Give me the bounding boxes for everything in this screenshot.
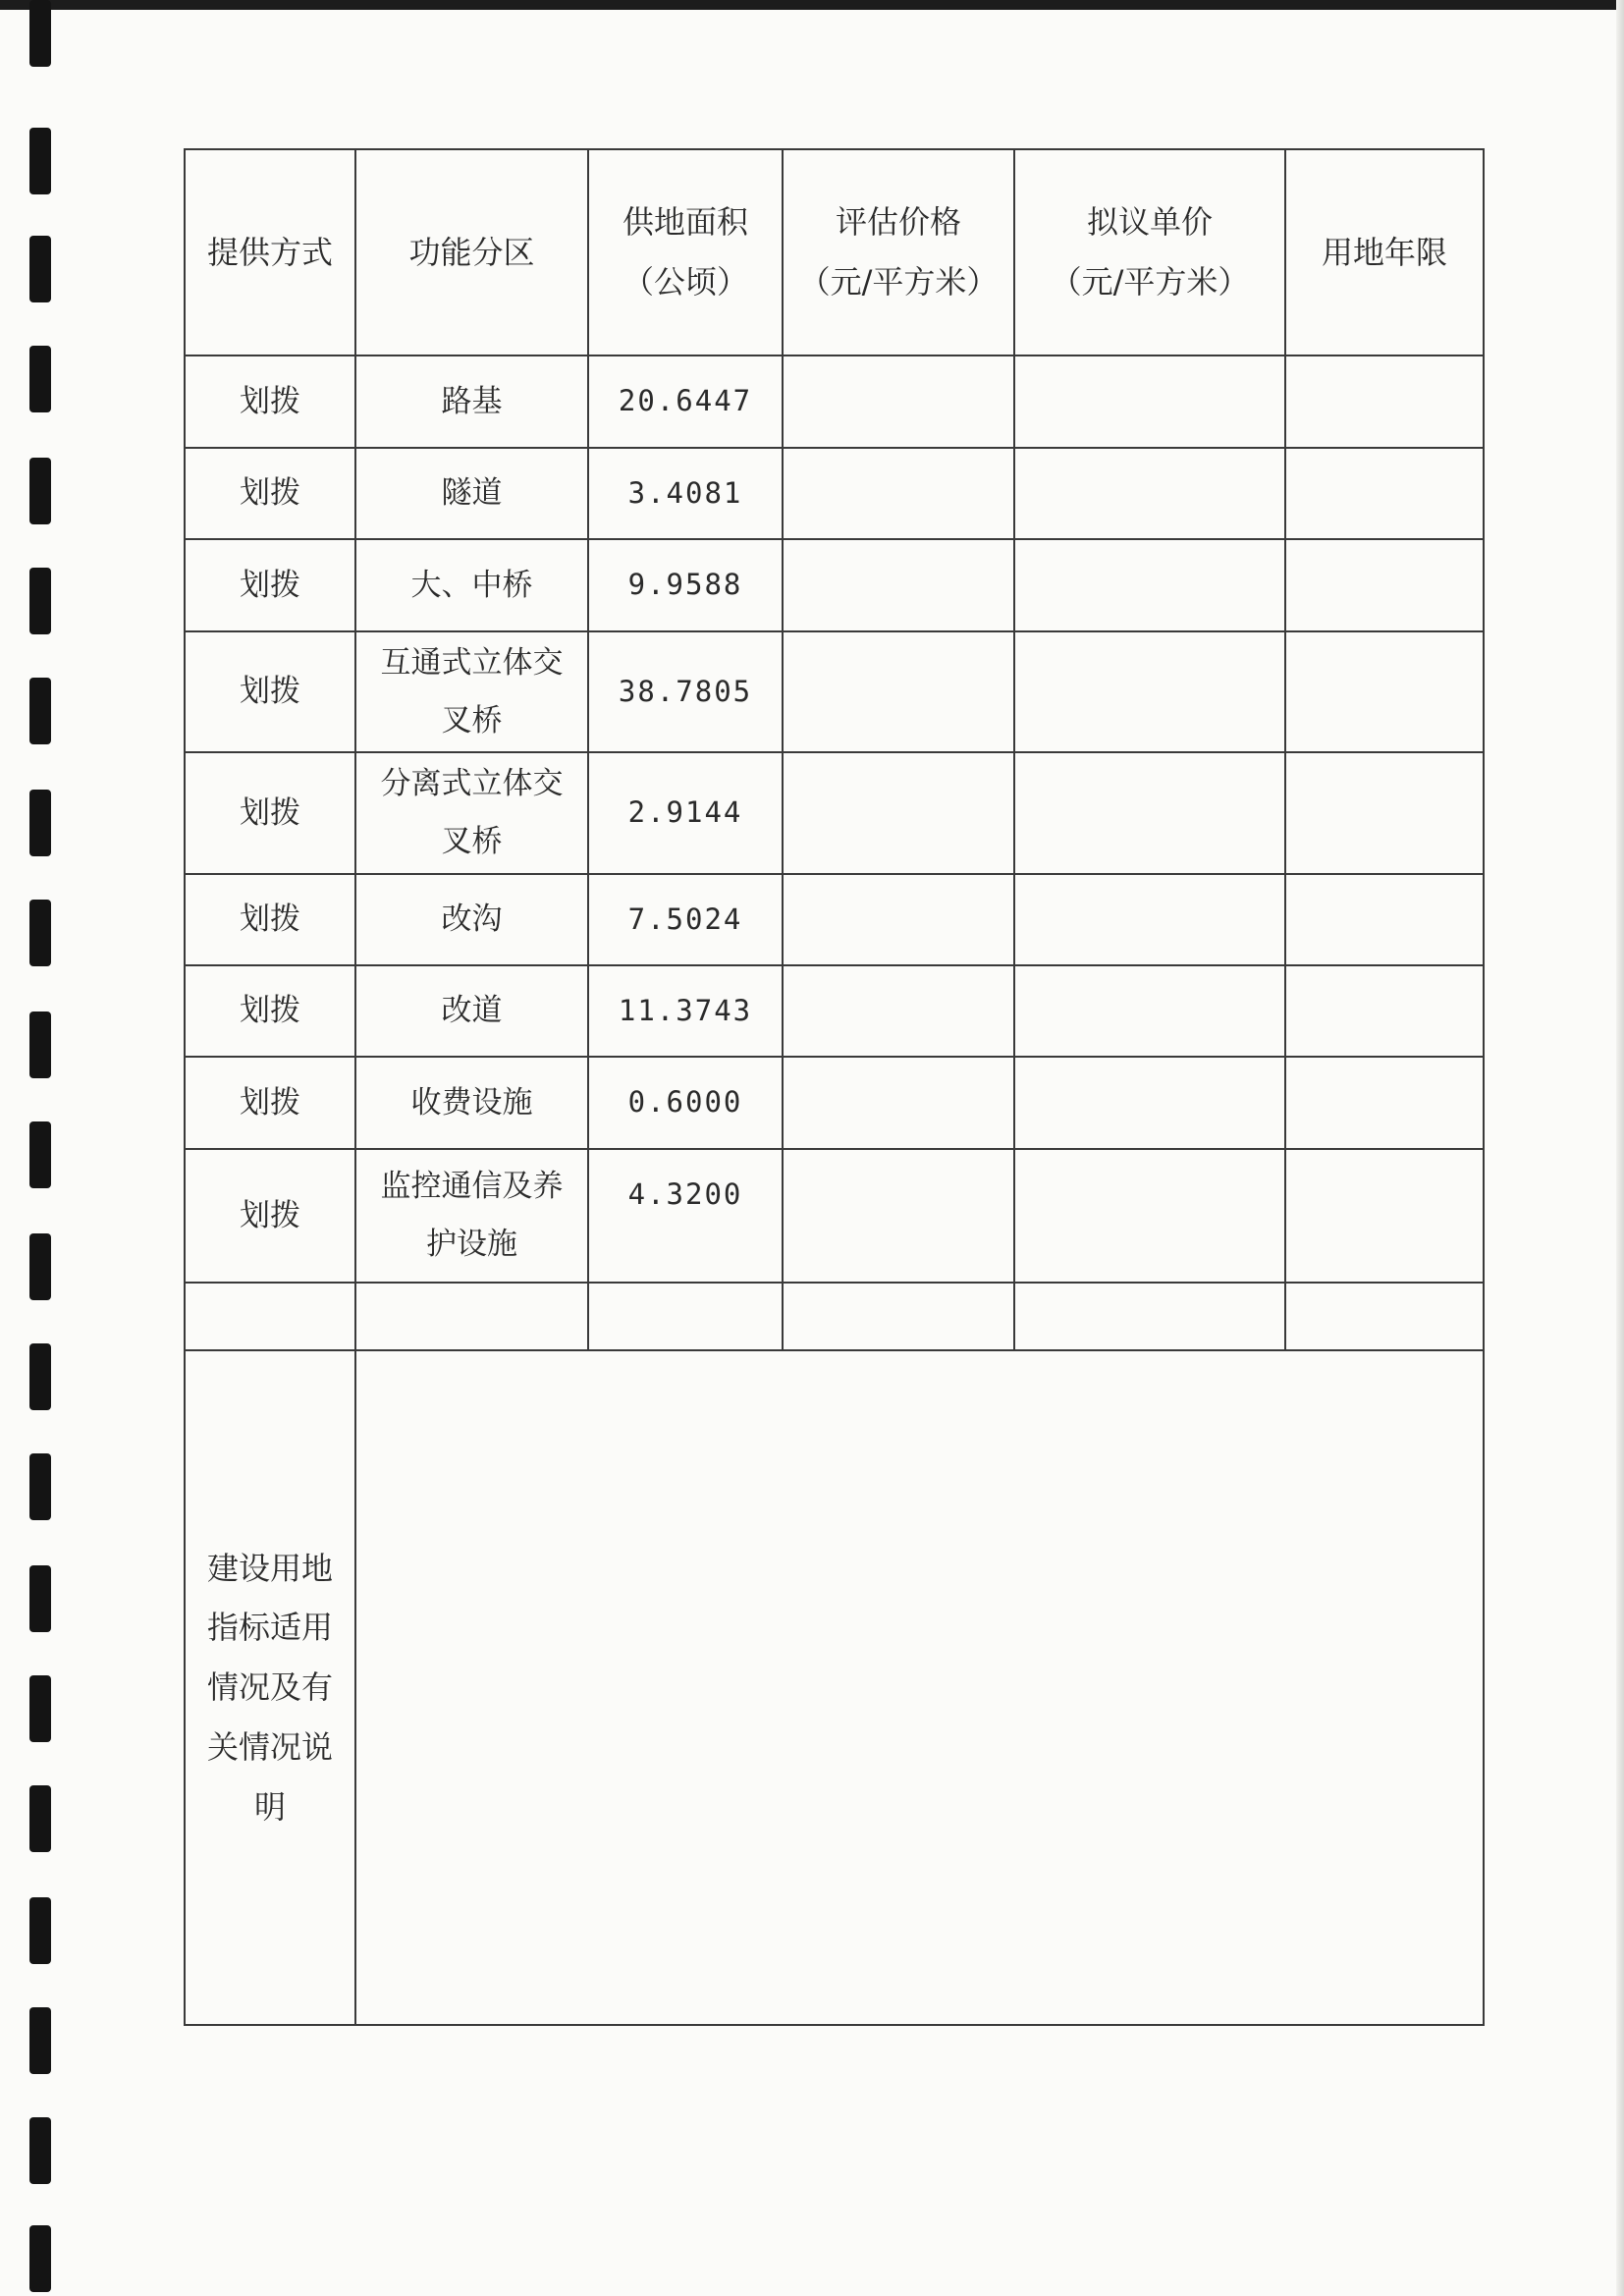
cell-land-term	[1285, 874, 1484, 965]
cell-supply-area: 38.7805	[588, 631, 783, 752]
cell-supply-area: 0.6000	[588, 1057, 783, 1149]
cell-proposed-unit-price	[1014, 1149, 1285, 1283]
binding-mark	[29, 1233, 51, 1300]
cell-empty	[1285, 1283, 1484, 1350]
binding-mark	[29, 790, 51, 856]
header-appraised-price-title: 评估价格	[835, 203, 961, 242]
header-supply-area	[588, 149, 783, 355]
cell-proposed-unit-price	[1014, 355, 1285, 448]
header-supply-area-title: 供地面积	[622, 203, 748, 242]
binding-mark	[29, 1121, 51, 1188]
table-row	[185, 1057, 1484, 1149]
cell-supply-method: 划拨	[185, 448, 355, 539]
binding-mark	[29, 2007, 51, 2074]
cell-supply-area: 20.6447	[588, 355, 783, 448]
header-appraised-price	[783, 149, 1014, 355]
cell-land-term	[1285, 631, 1484, 752]
cell-appraised-price	[783, 355, 1014, 448]
cell-proposed-unit-price	[1014, 752, 1285, 874]
cell-supply-method: 划拨	[185, 1057, 355, 1149]
binding-mark	[29, 2117, 51, 2184]
cell-supply-area: 4.3200	[588, 1149, 783, 1283]
table-row	[185, 752, 1484, 874]
cell-empty	[588, 1283, 783, 1350]
cell-function-zone: 分离式立体交叉桥	[355, 752, 588, 874]
cell-supply-area: 2.9144	[588, 752, 783, 874]
cell-appraised-price	[783, 874, 1014, 965]
cell-function-zone: 路基	[355, 355, 588, 448]
cell-empty	[783, 1283, 1014, 1350]
table-row	[185, 631, 1484, 752]
cell-function-zone: 改沟	[355, 874, 588, 965]
cell-appraised-price	[783, 965, 1014, 1057]
table-row-empty	[185, 1283, 1484, 1350]
header-proposed-unit-price-title: 拟议单价	[1086, 203, 1213, 242]
cell-proposed-unit-price	[1014, 539, 1285, 631]
cell-proposed-unit-price	[1014, 965, 1285, 1057]
cell-proposed-unit-price	[1014, 448, 1285, 539]
cell-proposed-unit-price	[1014, 874, 1285, 965]
cell-appraised-price	[783, 1057, 1014, 1149]
table-row	[185, 874, 1484, 965]
cell-proposed-unit-price	[1014, 631, 1285, 752]
binding-mark	[29, 1897, 51, 1964]
binding-mark	[29, 458, 51, 524]
note-row	[185, 1350, 1484, 2025]
cell-empty	[1014, 1283, 1285, 1350]
cell-proposed-unit-price	[1014, 1057, 1285, 1149]
table-row	[185, 1149, 1484, 1283]
header-proposed-unit-price-unit: （元/平方米）	[1050, 263, 1250, 301]
header-land-term: 用地年限	[1285, 149, 1484, 355]
cell-land-term	[1285, 1149, 1484, 1283]
cell-supply-area: 7.5024	[588, 874, 783, 965]
binding-mark	[29, 568, 51, 634]
cell-appraised-price	[783, 1149, 1014, 1283]
table-header-row	[185, 149, 1484, 355]
cell-supply-area: 9.9588	[588, 539, 783, 631]
binding-mark	[29, 346, 51, 412]
binding-mark	[29, 678, 51, 744]
cell-appraised-price	[783, 752, 1014, 874]
cell-function-zone: 改道	[355, 965, 588, 1057]
page-right-edge	[1616, 0, 1624, 2296]
binding-mark	[29, 1343, 51, 1410]
cell-function-zone: 监控通信及养护设施	[355, 1149, 588, 1283]
header-proposed-unit-price	[1014, 149, 1285, 355]
binding-mark	[29, 236, 51, 302]
cell-land-term	[1285, 965, 1484, 1057]
binding-mark	[29, 128, 51, 194]
binding-mark	[29, 1565, 51, 1632]
binding-mark	[29, 900, 51, 966]
cell-function-zone: 互通式立体交叉桥	[355, 631, 588, 752]
cell-function-zone: 收费设施	[355, 1057, 588, 1149]
cell-appraised-price	[783, 631, 1014, 752]
note-content	[355, 1350, 1484, 2025]
cell-land-term	[1285, 448, 1484, 539]
cell-land-term	[1285, 539, 1484, 631]
note-label: 建设用地指标适用情况及有关情况说明	[185, 1350, 355, 2025]
cell-function-zone: 大、中桥	[355, 539, 588, 631]
cell-supply-method: 划拨	[185, 1149, 355, 1283]
table-row	[185, 448, 1484, 539]
binding-mark	[29, 0, 51, 67]
cell-supply-method: 划拨	[185, 965, 355, 1057]
cell-land-term	[1285, 355, 1484, 448]
header-supply-area-unit: （公顷）	[622, 263, 748, 301]
cell-supply-method: 划拨	[185, 874, 355, 965]
cell-appraised-price	[783, 539, 1014, 631]
land-supply-table	[184, 148, 1485, 2026]
cell-land-term	[1285, 752, 1484, 874]
cell-empty	[185, 1283, 355, 1350]
cell-supply-method: 划拨	[185, 752, 355, 874]
binding-mark	[29, 1675, 51, 1742]
cell-function-zone: 隧道	[355, 448, 588, 539]
table-row	[185, 965, 1484, 1057]
binding-mark	[29, 1785, 51, 1852]
header-supply-method: 提供方式	[185, 149, 355, 355]
cell-supply-method: 划拨	[185, 355, 355, 448]
header-appraised-price-unit: （元/平方米）	[798, 263, 999, 301]
cell-supply-method: 划拨	[185, 631, 355, 752]
cell-land-term	[1285, 1057, 1484, 1149]
header-function-zone: 功能分区	[355, 149, 588, 355]
table-row	[185, 355, 1484, 448]
page-top-edge	[0, 0, 1624, 10]
cell-empty	[355, 1283, 588, 1350]
binding-mark	[29, 2225, 51, 2292]
table-row	[185, 539, 1484, 631]
cell-supply-area: 3.4081	[588, 448, 783, 539]
cell-appraised-price	[783, 448, 1014, 539]
binding-mark	[29, 1453, 51, 1520]
binding-mark	[29, 1011, 51, 1078]
cell-supply-area: 11.3743	[588, 965, 783, 1057]
cell-supply-method: 划拨	[185, 539, 355, 631]
